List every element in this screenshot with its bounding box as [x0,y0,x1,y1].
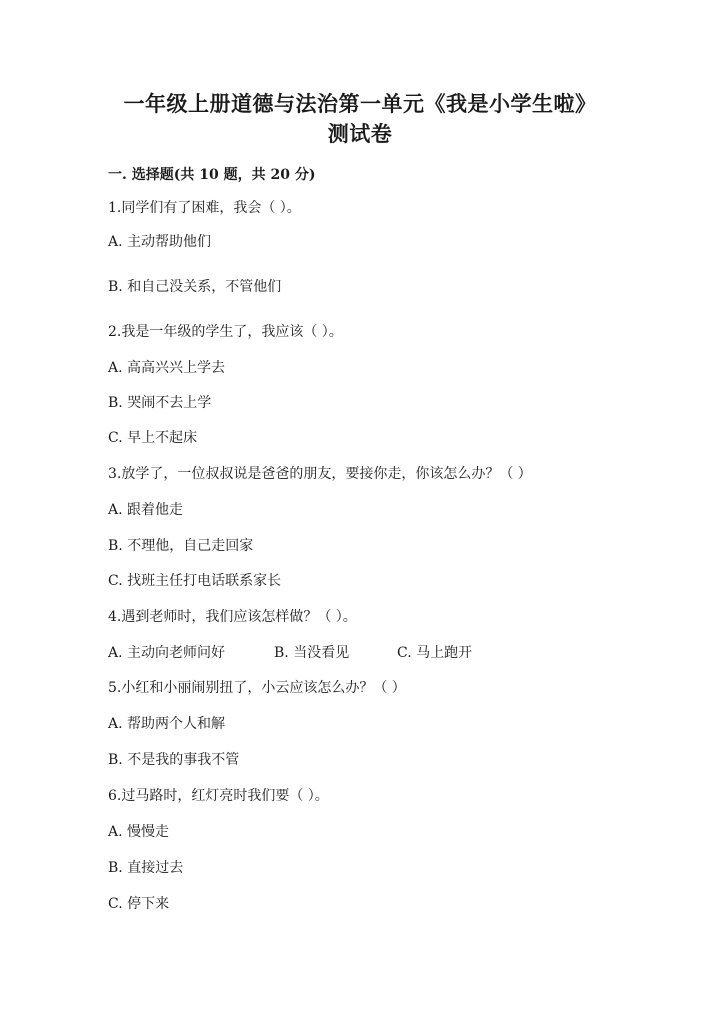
question-1-option-b: B. 和自己没关系，不管他们 [108,279,282,295]
document-title-line1: 一年级上册道德与法治第一单元《我是小学生啦》 [123,91,597,116]
question-2-option-a: A. 高高兴兴上学去 [108,360,226,376]
question-1-option-a: A. 主动帮助他们 [108,234,212,250]
question-5-option-a: A. 帮助两个人和解 [108,716,226,732]
question-6: 6.过马路时，红灯亮时我们要（ ）。 [108,788,329,804]
question-3-option-a: A. 跟着他走 [108,502,184,518]
question-2: 2.我是一年级的学生了，我应该（ ）。 [108,324,343,340]
question-3: 3.放学了，一位叔叔说是爸爸的朋友，要接你走，你该怎么办？（ ） [108,466,532,482]
question-3-option-c: C. 找班主任打电话联系家长 [108,573,282,589]
section-heading: 一. 选择题(共 10 题，共 20 分) [108,167,316,183]
question-6-option-b: B. 直接过去 [108,860,184,876]
question-1: 1.同学们有了困难，我会（ ）。 [108,200,301,216]
question-5: 5.小红和小丽闹别扭了，小云应该怎么办？（ ） [108,680,406,696]
question-4-option-a: A. 主动向老师问好 [108,645,226,661]
question-2-option-c: C. 早上不起床 [108,430,198,446]
question-4-options [108,643,472,663]
question-6-option-a: A. 慢慢走 [108,824,170,840]
question-5-option-b: B. 不是我的事我不管 [108,752,240,768]
question-3-option-b: B. 不理他，自己走回家 [108,538,254,554]
question-2-option-b: B. 哭闹不去上学 [108,395,212,411]
question-4: 4.遇到老师时，我们应该怎样做？（ ）。 [108,609,357,625]
question-6-option-c: C. 停下来 [108,896,170,912]
question-4-option-b: B. 当没看见 [274,645,350,661]
question-4-option-c: C. 马上跑开 [397,645,473,661]
document-title-line2: 测试卷 [327,121,393,146]
